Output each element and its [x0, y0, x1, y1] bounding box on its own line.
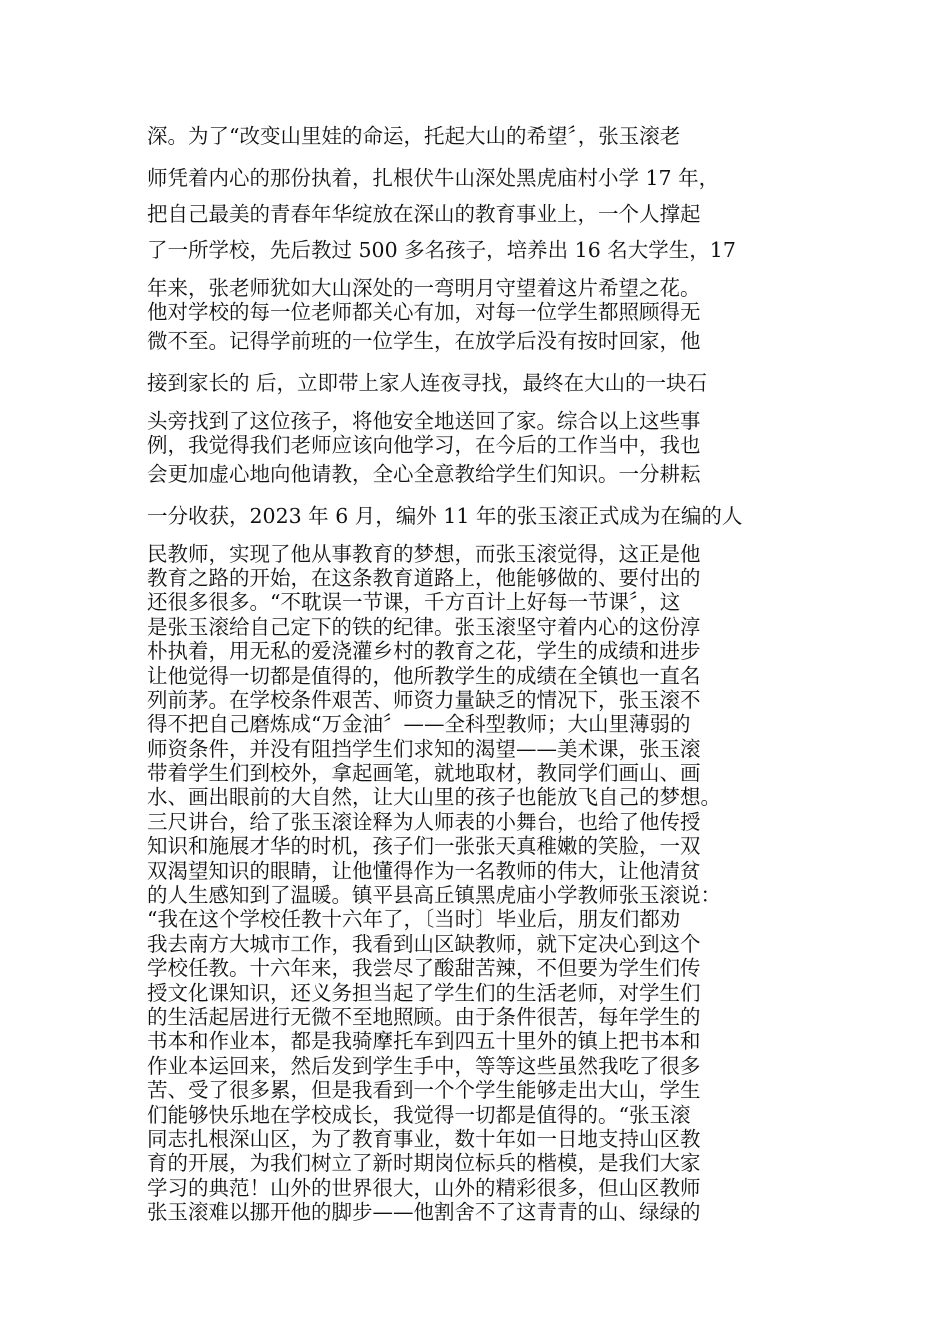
- text-line: 一分收获，2023 年 6 月，编外 11 年的张玉滚正式成为在编的人: [147, 503, 743, 528]
- text-line: 的人生感知到了温暖。镇平县高丘镇黑虎庙小学教师张玉滚说：: [147, 883, 721, 908]
- text-line: 师资条件，并没有阻挡学生们求知的渴望——美术课，张玉滚: [147, 736, 701, 761]
- text-line: 是张玉滚给自己定下的铁的纪律。张玉滚坚守着内心的这份淳: [147, 614, 701, 639]
- text-line: 还很多很多。“不耽误一节课，千方百计上好每一节课〞，这: [147, 590, 681, 615]
- text-line: 张玉滚难以挪开他的脚步——他割舍不了这青青的山、绿绿的: [147, 1200, 701, 1225]
- text-line: 苦、受了很多累，但是我看到一个个学生能够走出大山，学生: [147, 1078, 701, 1103]
- text-line: 们能够快乐地在学校成长，我觉得一切都是值得的。“张玉滚: [147, 1102, 691, 1127]
- text-line: 年来，张老师犹如大山深处的一弯明月守望着这片希望之花。: [147, 276, 701, 300]
- text-line: 双渴望知识的眼睛，让他懂得作为一名教师的伟大，让他清贫: [147, 858, 701, 883]
- text-line: 作业本运回来，然后发到学生手中，等等这些虽然我吃了很多: [147, 1053, 701, 1078]
- text-line: 带着学生们到校外，拿起画笔，就地取材，教同学们画山、画: [147, 761, 701, 786]
- text-line: “我在这个学校任教十六年了，〔当时〕毕业后，朋友们都劝: [147, 907, 681, 932]
- text-line: 育的开展，为我们树立了新时期岗位标兵的楷模，是我们大家: [147, 1151, 701, 1176]
- text-line: 会更加虚心地向他请教，全心全意教给学生们知识。一分耕耘: [147, 461, 701, 486]
- text-line: 学习的典范！山外的世界很大，山外的精彩很多，但山区教师: [147, 1175, 701, 1200]
- text-line: 例，我觉得我们老师应该向他学习，在今后的工作当中，我也: [147, 433, 701, 458]
- text-line: 书本和作业本，都是我骑摩托车到四五十里外的镇上把书本和: [147, 1029, 701, 1054]
- text-line: 知识和施展才华的时机，孩子们一张张天真稚嫩的笑脸，一双: [147, 834, 701, 859]
- text-line: 授文化课知识，还义务担当起了学生们的生活老师，对学生们: [147, 980, 701, 1005]
- text-line: 师凭着内心的那份执着，扎根伏牛山深处黑虎庙村小学 17 年，: [147, 166, 720, 190]
- body-text: [147, 120, 807, 1225]
- text-line: 学校任教。十六年来，我尝尽了酸甜苦辣，不但要为学生们传: [147, 956, 701, 981]
- text-line: 列前茅。在学校条件艰苦、师资力量缺乏的情况下，张玉滚不: [147, 687, 701, 712]
- text-line: 水、画出眼前的大自然，让大山里的孩子也能放飞自己的梦想。: [147, 785, 721, 810]
- text-line: 头旁找到了这位孩子，将他安全地送回了家。综合以上这些事: [147, 408, 701, 433]
- text-line: 我去南方大城市工作，我看到山区缺教师，就下定决心到这个: [147, 931, 701, 956]
- text-line: 他对学校的每一位老师都关心有加，对每一位学生都照顾得无: [147, 300, 701, 325]
- text-line: 三尺讲台，给了张玉滚诠释为人师表的小舞台，也给了他传授: [147, 809, 701, 834]
- text-line: 同志扎根深山区，为了教育事业，数十年如一日地支持山区教: [147, 1126, 701, 1151]
- text-line: 民教师，实现了他从事教育的梦想，而张玉滚觉得，这正是他: [147, 541, 701, 566]
- text-line: 的生活起居进行无微不至地照顾。由于条件很苦，每年学生的: [147, 1004, 701, 1029]
- text-line: 得不把自己磨炼成“万金油〞——全科型教师；大山里薄弱的: [147, 712, 691, 737]
- text-line: 朴执着，用无私的爱浇灌乡村的教育之花，学生的成绩和进步: [147, 639, 701, 664]
- text-line: 教育之路的开始，在这条教育道路上，他能够做的、要付出的: [147, 565, 701, 590]
- text-line: 把自己最美的青春年华绽放在深山的教育事业上，一个人撑起: [147, 202, 701, 226]
- text-line: 接到家长的 后，立即带上家人连夜寻找，最终在大山的一块石: [147, 370, 708, 395]
- text-line: 微不至。记得学前班的一位学生，在放学后没有按时回家，他: [147, 328, 701, 353]
- text-line: 深。为了“改变山里娃的命运，托起大山的希望〞，张玉滚老: [147, 124, 681, 148]
- text-line: 让他觉得一切都是值得的，他所教学生的成绩在全镇也一直名: [147, 663, 701, 688]
- text-line: 了一所学校，先后教过 500 多名孩子，培养出 16 名大学生，17: [147, 238, 736, 262]
